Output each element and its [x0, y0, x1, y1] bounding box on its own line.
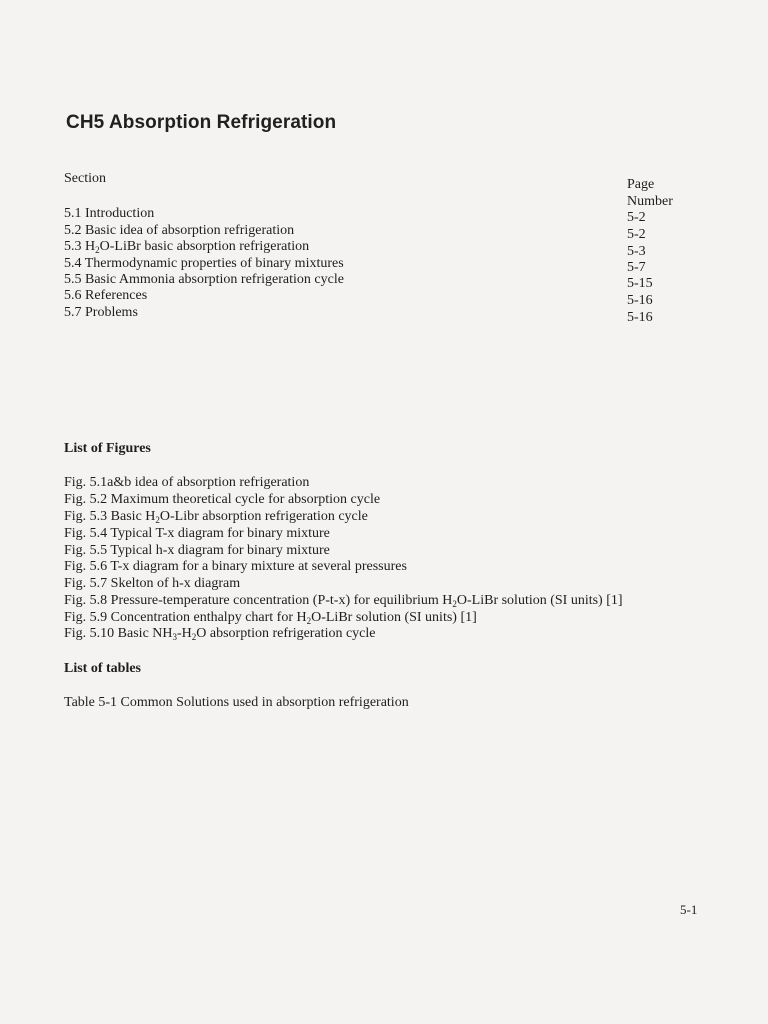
toc-item-label: 5.1 Introduction — [64, 206, 155, 221]
toc-item-page: 5-16 — [627, 293, 653, 308]
figure-item-text: Fig. 5.3 Basic H — [64, 509, 156, 524]
figure-item: Fig. 5.1a&b idea of absorption refrigeration — [64, 475, 310, 490]
figure-item-text: -H — [177, 626, 192, 641]
figure-item-subscript: 2 — [155, 515, 160, 525]
figure-item-text: O-LiBr solution (SI units) [1] — [456, 593, 623, 608]
figure-item-text: O absorption refrigeration cycle — [196, 626, 376, 641]
figure-item-text: Fig. 5.8 Pressure-temperature concentration (P-t-x) for equilibrium H — [64, 593, 453, 608]
figure-item-subscript: 2 — [452, 599, 457, 609]
page-number: 5-1 — [680, 902, 698, 917]
toc-item-page: 5-2 — [627, 210, 646, 225]
figure-item-text: O-Libr absorption refrigeration cycle — [159, 509, 368, 524]
figure-item — [64, 626, 376, 643]
figure-item: Fig. 5.2 Maximum theoretical cycle for absorption cycle — [64, 492, 381, 507]
figure-item: Fig. 5.7 Skelton of h-x diagram — [64, 576, 241, 591]
toc-item-label-text: O-LiBr basic absorption refrigeration — [99, 239, 310, 254]
figure-item — [64, 509, 368, 526]
figure-item-text: O-LiBr solution (SI units) [1] — [311, 610, 477, 625]
toc-item-label: 5.7 Problems — [64, 305, 138, 320]
toc-item-page: 5-15 — [627, 276, 653, 291]
figure-item — [64, 610, 477, 627]
figure-item-text: Fig. 5.9 Concentration enthalpy chart for H — [64, 610, 307, 625]
toc-item-label — [64, 239, 309, 256]
figure-item: Fig. 5.4 Typical T-x diagram for binary mixture — [64, 526, 330, 541]
figure-item-text: Fig. 5.10 Basic NH — [64, 626, 173, 641]
figure-item: Fig. 5.6 T-x diagram for a binary mixture at several pressures — [64, 559, 407, 574]
tables-heading: List of tables — [64, 661, 141, 676]
toc-item-page: 5-2 — [627, 227, 646, 242]
toc-item-label: 5.6 References — [64, 288, 148, 303]
toc-item-page: 5-3 — [627, 244, 646, 259]
toc-item-page: 5-16 — [627, 310, 653, 325]
figure-item — [64, 593, 623, 610]
figures-heading: List of Figures — [64, 441, 151, 456]
table-item: Table 5-1 Common Solutions used in absorption refrigeration — [64, 695, 409, 710]
toc-section-header: Section — [64, 171, 106, 186]
toc-item-label: 5.2 Basic idea of absorption refrigeration — [64, 223, 295, 238]
figure-item-subscript: 2 — [306, 616, 312, 626]
toc-item-label: 5.5 Basic Ammonia absorption refrigeration cycle — [64, 272, 344, 287]
toc-item-subscript: 2 — [95, 245, 100, 255]
toc-page-header-line2: Number — [627, 194, 673, 209]
toc-item-label: 5.4 Thermodynamic properties of binary mixtures — [64, 256, 344, 271]
toc-item-page: 5-7 — [627, 260, 646, 275]
toc-item-label-text: 5.3 H — [64, 239, 96, 254]
toc-page-header-line1: Page — [627, 177, 655, 192]
figure-item: Fig. 5.5 Typical h-x diagram for binary mixture — [64, 543, 330, 558]
figure-item-subscript: 2 — [191, 632, 197, 642]
chapter-title: CH5 Absorption Refrigeration — [66, 112, 337, 133]
figure-item-subscript: 3 — [172, 632, 177, 642]
